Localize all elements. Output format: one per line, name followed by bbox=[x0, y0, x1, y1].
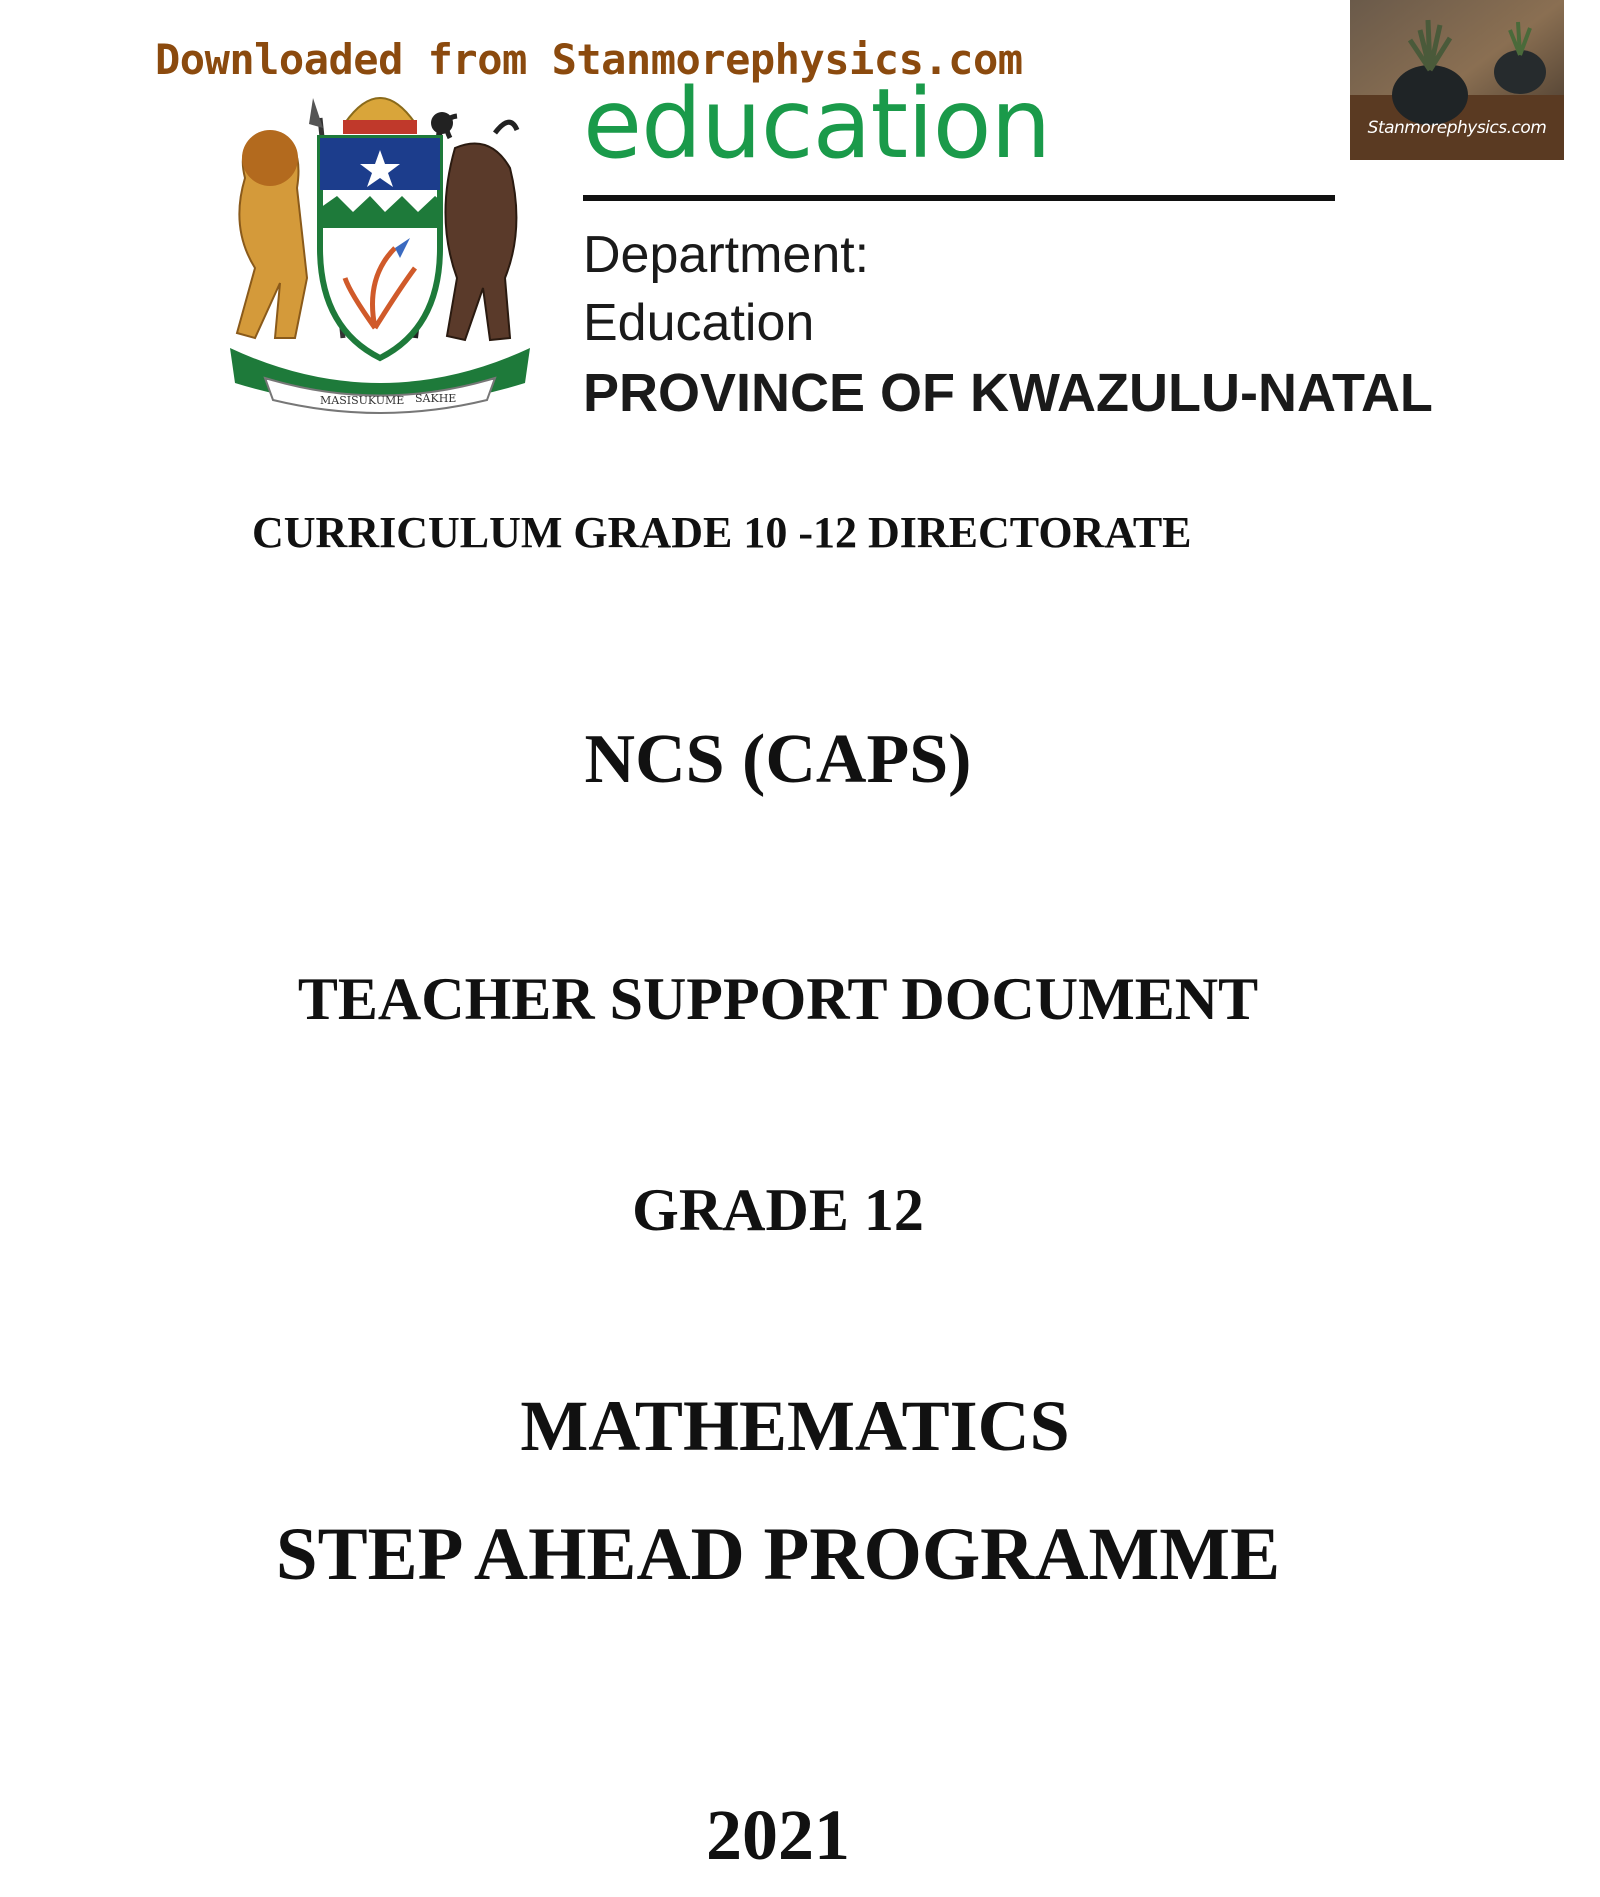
coat-of-arms-image bbox=[225, 78, 535, 418]
crest-motto-right: SAKHE bbox=[415, 392, 457, 405]
directorate-heading: CURRICULUM GRADE 10 -12 DIRECTORATE bbox=[252, 508, 1192, 557]
subject-title: MATHEMATICS bbox=[520, 1386, 1070, 1466]
download-watermark: Downloaded from Stanmorephysics.com bbox=[155, 35, 1023, 84]
education-brand-word: education bbox=[583, 68, 1051, 180]
year-title: 2021 bbox=[706, 1795, 850, 1875]
department-name: Education bbox=[583, 294, 815, 352]
document-type-title: TEACHER SUPPORT DOCUMENT bbox=[297, 966, 1259, 1032]
province-name: PROVINCE OF KWAZULU-NATAL bbox=[583, 363, 1433, 423]
thumbnail-caption: Stanmorephysics.com bbox=[1367, 118, 1547, 138]
header-divider bbox=[583, 195, 1335, 201]
curriculum-title: NCS (CAPS) bbox=[584, 721, 972, 798]
grade-title: GRADE 12 bbox=[632, 1177, 924, 1243]
crest-motto-left: MASISUKUME bbox=[320, 394, 405, 407]
stanmore-thumbnail bbox=[1350, 0, 1564, 160]
kzn-coat-of-arms bbox=[225, 78, 535, 418]
programme-title: STEP AHEAD PROGRAMME bbox=[275, 1513, 1281, 1596]
department-label: Department: bbox=[583, 226, 870, 284]
